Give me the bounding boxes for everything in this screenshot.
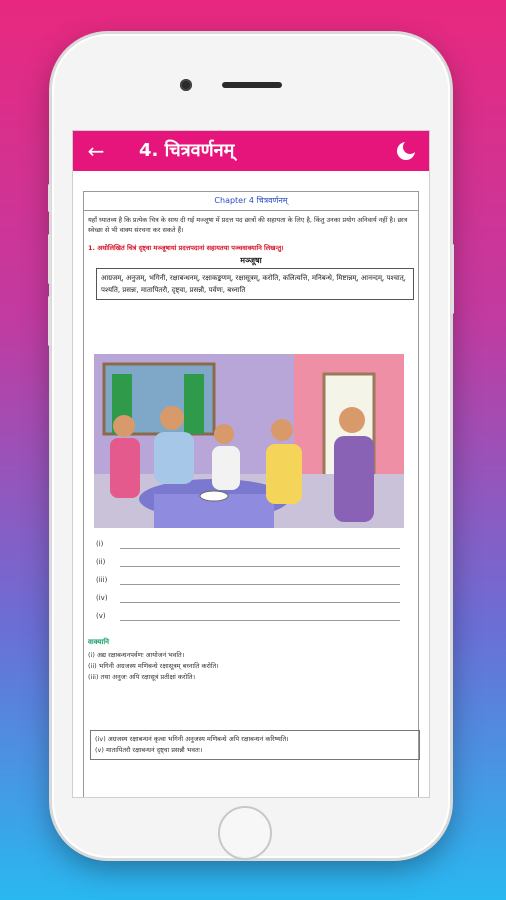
answer-sentences — [88, 650, 219, 683]
answer-line: (i) — [94, 538, 406, 556]
answer-sentence: (v) मातापितरौ रक्षाबन्धनं दृष्ट्वा प्रसन्नौ भवतः। — [95, 746, 203, 754]
night-mode-button[interactable] — [395, 140, 417, 162]
answer-sentence: (iii) तथा अनुजः अपि रक्षासूत्रं प्रतीक्षां करोति। — [88, 673, 196, 681]
app-screen — [72, 130, 430, 798]
volume-down-button — [48, 296, 51, 346]
chapter-page — [83, 191, 419, 798]
answers-heading: वाक्यानि — [88, 638, 110, 646]
phone-frame — [52, 34, 450, 858]
arrow-left-icon: ← — [87, 139, 105, 163]
intro-text: यहाँ ध्यातव्य है कि प्रत्येक चित्र के साथ दी गई मञ्जूषा में प्रदत्त पद छात्रों की सहायता के लिए है, किंतु उनका प्रयोग अनिवार्य नहीं है। छात्र स्वेच्छा से भी वाक्य संरचना कर सकते हैं। — [88, 216, 408, 234]
answer-line: (ii) — [94, 556, 406, 574]
answer-sentence: (iv) अग्रजस्य रक्षाबन्धनं कृत्वा भगिनी अनुजस्य मणिबन्धे अपि रक्षाबन्धनं करिष्यति। — [95, 735, 289, 743]
answer-sentence: (ii) भगिनी अग्रजस्य मणिबन्धे रक्षासूत्रम् बध्नाति करोति। — [88, 662, 219, 670]
answer-lines — [94, 538, 406, 628]
answer-line: (v) — [94, 610, 406, 628]
raksha-bandhan-illustration — [94, 354, 404, 528]
page-title: 4. चित्रवर्णनम् — [139, 140, 235, 161]
app-bar — [73, 131, 429, 171]
manjusha-title: मञ्जूषा — [240, 256, 262, 265]
chapter-heading: Chapter 4 चित्रवर्णनम् — [84, 192, 418, 211]
manjusha-word-box: आग्रजम्, अनुजम्, भगिनी, रक्षाबन्धनम्, रक्षाकङ्कणम्, रक्षासूत्रम्, करोति, कलित्यत्ति, मनिबन्धे, मिष्टान्नम्, आनन्दम्, पश्चात्, पश्यति, प्रसन्नः, मातापितरौ, दृष्ट्वा, प्रसन्नौ, पर्वणः, बध्नाति — [96, 268, 414, 300]
mute-switch — [48, 184, 51, 212]
earpiece-speaker — [222, 82, 282, 88]
answer-line: (iv) — [94, 592, 406, 610]
answer-box — [90, 730, 420, 760]
front-camera — [180, 79, 192, 91]
power-button — [451, 244, 454, 314]
moon-icon — [395, 140, 417, 162]
question-text: 1. अधोलिखितं चित्रं दृष्ट्वा मञ्जूषायां प्रदत्तपदानां सहायतया पञ्चवाक्यानि लिखन्तु। — [88, 244, 284, 252]
answer-sentence: (i) अद्य रक्षाबन्धनपर्वणः आयोजनं भवति। — [88, 651, 185, 659]
home-button[interactable] — [218, 806, 272, 860]
answer-line: (iii) — [94, 574, 406, 592]
volume-up-button — [48, 234, 51, 284]
back-button[interactable] — [83, 137, 109, 165]
